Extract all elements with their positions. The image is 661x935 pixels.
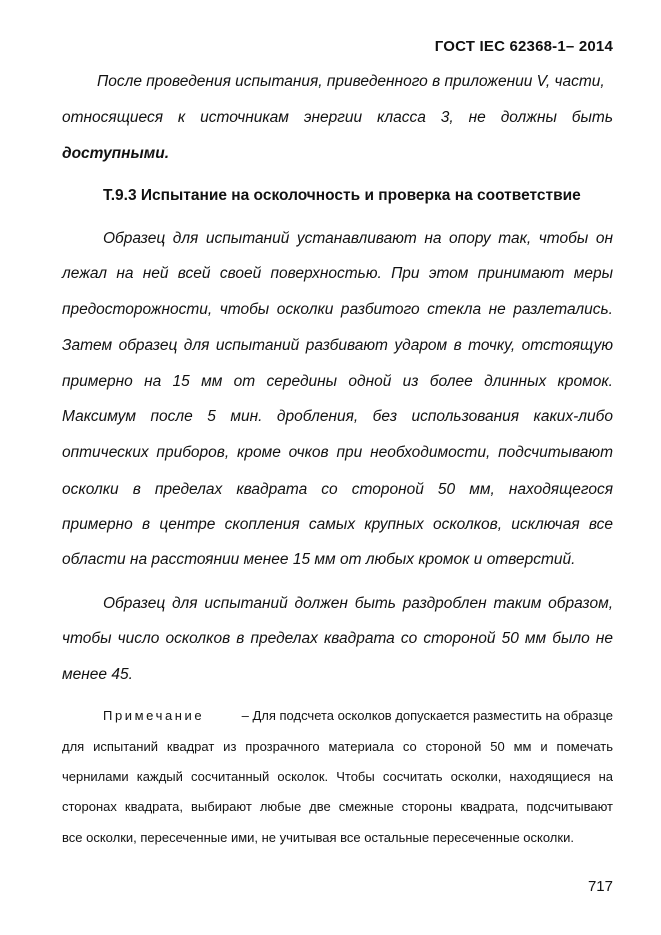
paragraph-line: области на расстоянии менее 15 мм от любых кромок и отверстий. [62, 551, 576, 568]
paragraph-line: Образец для испытаний должен быть раздроблен таким образом, [103, 595, 613, 612]
paragraph-line: менее 45. [62, 666, 133, 683]
note-line: сторонах квадрата, выбирают любые две смежные стороны квадрата, подсчитывают [62, 799, 613, 814]
note-line: для испытаний квадрат из прозрачного материала со стороной 50 мм и помечать [62, 739, 613, 754]
paragraph-line: чтобы число осколков в пределах квадрата со стороной 50 мм было не [62, 630, 613, 647]
note-first-line [103, 708, 613, 723]
note-text: – Для подсчета осколков допускается разместить на образце [241, 708, 613, 723]
paragraph-line: относящиеся к источникам энергии класса 3, не должны быть [62, 109, 613, 126]
paragraph-line: предосторожности, чтобы осколки разбитого стекла не разлетались. [62, 301, 613, 318]
note-line: все осколки, пересеченные ими, не учитывая все остальные пересеченные осколки. [62, 830, 574, 845]
note-line: чернилами каждый сосчитанный осколок. Чтобы сосчитать осколки, находящиеся на [62, 769, 613, 784]
section-heading: Т.9.3 Испытание на осколочность и проверка на соответствие [103, 187, 581, 204]
paragraph-line-emphasis: доступными. [62, 145, 169, 162]
paragraph-line: лежал на ней всей своей поверхностью. При этом принимают меры [62, 265, 613, 282]
paragraph-line: Максимум после 5 мин. дробления, без использования каких-либо [62, 408, 613, 425]
paragraph-line: После проведения испытания, приведенного в приложении V, части, [97, 73, 605, 90]
paragraph-line: примерно на 15 мм от середины одной из более длинных кромок. [62, 373, 613, 390]
document-header: ГОСТ IEC 62368-1– 2014 [434, 38, 613, 55]
paragraph-line: Образец для испытаний устанавливают на опору так, чтобы он [103, 230, 613, 247]
page-number: 717 [587, 878, 613, 895]
paragraph-line: Затем образец для испытаний разбивают ударом в точку, отстоящую [62, 337, 613, 354]
note-label: Примечание [103, 708, 205, 723]
paragraph-line: оптических приборов, кроме очков при необходимости, подсчитывают [62, 444, 613, 461]
paragraph-line: примерно в центре скопления самых крупных осколков, исключая все [62, 516, 613, 533]
paragraph-line: осколки в пределах квадрата со стороной 50 мм, находящегося [62, 481, 613, 498]
